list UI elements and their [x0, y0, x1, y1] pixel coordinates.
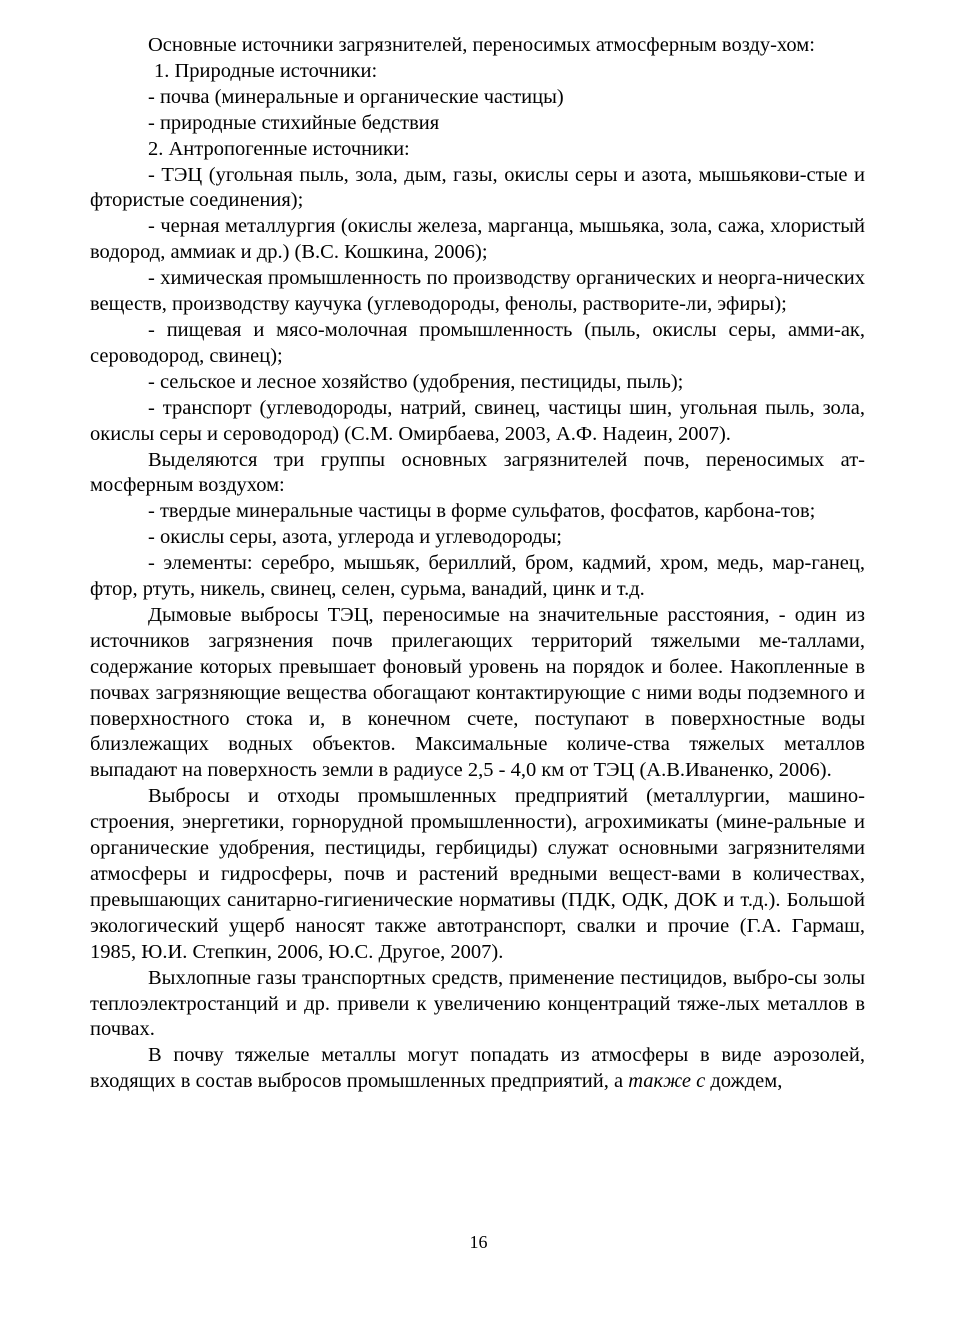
last-paragraph-end: дождем,: [705, 1070, 783, 1093]
list-item: - природные стихийные бедствия: [148, 111, 440, 134]
list-heading-natural: 1. Природные источники:: [154, 59, 378, 82]
intro-paragraph: Основные источники загрязнителей, переносимых атмосферным возду-хом:: [148, 34, 815, 56]
list-item: - транспорт (углеводороды, натрий, свинец, частицы шин, угольная пыль, зола, окислы серы и сероводород) (С.М. Омирбаева, 2003, А.Ф. Надеин, 2007).: [90, 396, 865, 445]
groups-paragraph: Выделяются три группы основных загрязнителей почв, переносимых ат-мосферным воздухом:: [90, 448, 865, 497]
body-paragraph: Дымовые выбросы ТЭЦ, переносимые на значительные расстояния, - один из источников загрязнения почв прилегающих территорий тяжелыми ме-таллами, содержание которых превышает фоновый уровень на порядок и более. Накопленные в почвах загрязняющие вещества обогащают контактирующие с ними воды подземного и поверхностного стока и, в конечном счете, поступают в поверхностные воды близлежащих водных объектов. Максимальные количе-ства тяжелых металлов выпадают на поверхность земли в радиусе 2,5 - 4,0 км от ТЭЦ (А.В.Иваненко, 2006).: [90, 603, 865, 782]
list-heading-anthropogenic: 2. Антропогенные источники:: [148, 137, 410, 160]
list-item: - сельское и лесное хозяйство (удобрения, пестициды, пыль);: [148, 370, 684, 393]
body-paragraph: Выхлопные газы транспортных средств, применение пестицидов, выбро-сы золы теплоэлектростанций и др. привели к увеличению концентраций тяже-лых металлов в почвах.: [90, 966, 865, 1041]
body-paragraph: Выбросы и отходы промышленных предприятий (металлургии, машино-строения, энергетики, горнорудной промышленности), агрохимикаты (мине-ральные и органические удобрения, пестициды, гербициды) служат основными загрязнителями атмосферы и гидросферы, почв и растений вредными вещест-вами в количествах, превышающих санитарно-гигиенические нормативы (ПДК, ОДК, ДОК и т.д.). Большой экологический ущерб наносят также автотранспорт, свалки и прочие (Г.А. Гармаш, 1985, Ю.И. Степкин, 2006, Ю.С. Другое, 2007).: [90, 785, 865, 963]
page-number: 16: [469, 1232, 488, 1252]
body-text: [90, 33, 865, 1095]
list-item: - окислы серы, азота, углерода и углеводороды;: [148, 526, 562, 549]
last-paragraph-italic: также с: [628, 1070, 706, 1093]
body-paragraph-last: [90, 1043, 865, 1095]
list-item: - пищевая и мясо-молочная промышленность (пыль, окислы серы, амми-ак, сероводород, свинец);: [90, 318, 865, 367]
list-item: - химическая промышленность по производству органических и неорга-нических веществ, производству каучука (углеводороды, фенолы, растворите-ли, эфиры);: [90, 267, 865, 316]
list-item: - почва (минеральные и органические частицы): [148, 85, 564, 108]
list-item: - ТЭЦ (угольная пыль, зола, дым, газы, окислы серы и азота, мышьякови-стые и фтористые соединения);: [90, 163, 865, 212]
last-paragraph-text: В почву тяжелые металлы могут попадать из атмосферы в виде аэрозолей, входящих в состав выбросов промышленных предприятий, а: [90, 1044, 865, 1093]
list-item: - элементы: серебро, мышьяк, бериллий, бром, кадмий, хром, медь, мар-ганец, фтор, ртуть, никель, свинец, селен, сурьма, ванадий, цинк и т.д.: [90, 552, 865, 601]
list-item: - черная металлургия (окислы железа, марганца, мышьяка, зола, сажа, хлористый водород, аммиак и др.) (В.С. Кошкина, 2006);: [90, 215, 865, 264]
list-item: - твердые минеральные частицы в форме сульфатов, фосфатов, карбона-тов;: [148, 500, 816, 523]
